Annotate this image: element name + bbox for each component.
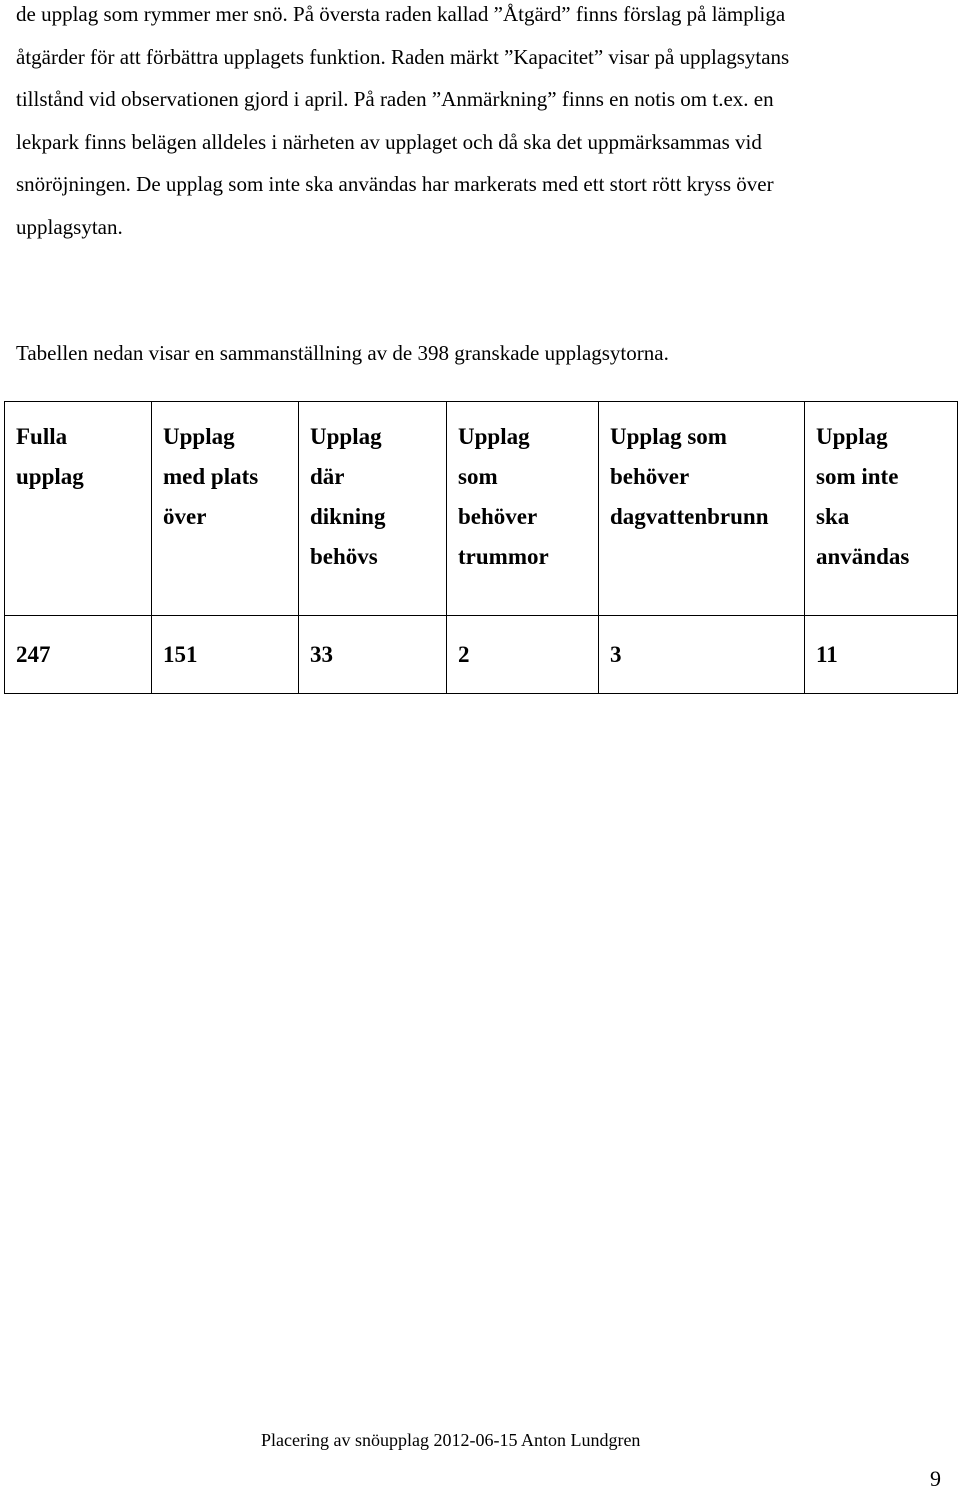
paragraph-intro: [16, 0, 946, 248]
value-cell: 33: [299, 616, 447, 694]
value-cell: 2: [447, 616, 599, 694]
page-number: 9: [930, 1466, 941, 1491]
header-line: upplag: [16, 464, 84, 489]
header-line: som: [458, 464, 498, 489]
paragraph-line: upplagsytan.: [16, 214, 123, 239]
header-line: Fulla: [16, 424, 68, 449]
summary-table: [4, 401, 958, 694]
value-cell: 3: [599, 616, 805, 694]
header-line: Upplag: [310, 424, 382, 449]
paragraph-line: tillstånd vid observationen gjord i april. På raden ”Anmärkning” finns en notis om t.ex. en: [16, 87, 774, 111]
header-line: Upplag: [816, 424, 888, 449]
paragraph-line: åtgärder för att förbättra upplagets funktion. Raden märkt ”Kapacitet” visar på upplagsytans: [16, 44, 790, 69]
header-line: som inte: [816, 464, 899, 489]
header-line: dagvattenbrunn: [610, 504, 769, 529]
header-cell-full: [5, 402, 152, 616]
header-cell-stormwater-well: [599, 402, 805, 616]
value-cell: 11: [805, 616, 958, 694]
header-line: ska: [816, 504, 850, 529]
value-cell: 151: [152, 616, 299, 694]
header-line: där: [310, 464, 345, 489]
header-line: trummor: [458, 544, 549, 569]
paragraph-line: snöröjningen. De upplag som inte ska användas har markerats med ett stort rött kryss över: [16, 172, 774, 196]
page-footer: Placering av snöupplag 2012-06-15 Anton Lundgren: [261, 1430, 641, 1450]
header-line: med plats: [163, 464, 259, 489]
header-line: behövs: [310, 544, 378, 569]
header-line: användas: [816, 544, 910, 569]
header-line: Upplag som: [610, 424, 727, 449]
header-line: över: [163, 504, 207, 529]
header-line: dikning: [310, 504, 386, 529]
paragraph-table-intro: Tabellen nedan visar en sammanställning av de 398 granskade upplagsytorna.: [16, 341, 669, 365]
header-line: Upplag: [458, 424, 530, 449]
header-line: behöver: [458, 504, 538, 529]
paragraph-line: lekpark finns belägen alldeles i närheten av upplaget och då ska det uppmärksammas vid: [16, 129, 762, 154]
header-cell-not-used: [805, 402, 958, 616]
table-row: [5, 616, 958, 694]
table-header-row: [5, 402, 958, 616]
header-line: behöver: [610, 464, 690, 489]
paragraph-line: de upplag som rymmer mer snö. På översta raden kallad ”Åtgärd” finns förslag på lämpliga: [16, 2, 786, 26]
value-cell: 247: [5, 616, 152, 694]
header-cell-drainage: [299, 402, 447, 616]
header-cell-culverts: [447, 402, 599, 616]
header-cell-space-left: [152, 402, 299, 616]
header-line: Upplag: [163, 424, 235, 449]
